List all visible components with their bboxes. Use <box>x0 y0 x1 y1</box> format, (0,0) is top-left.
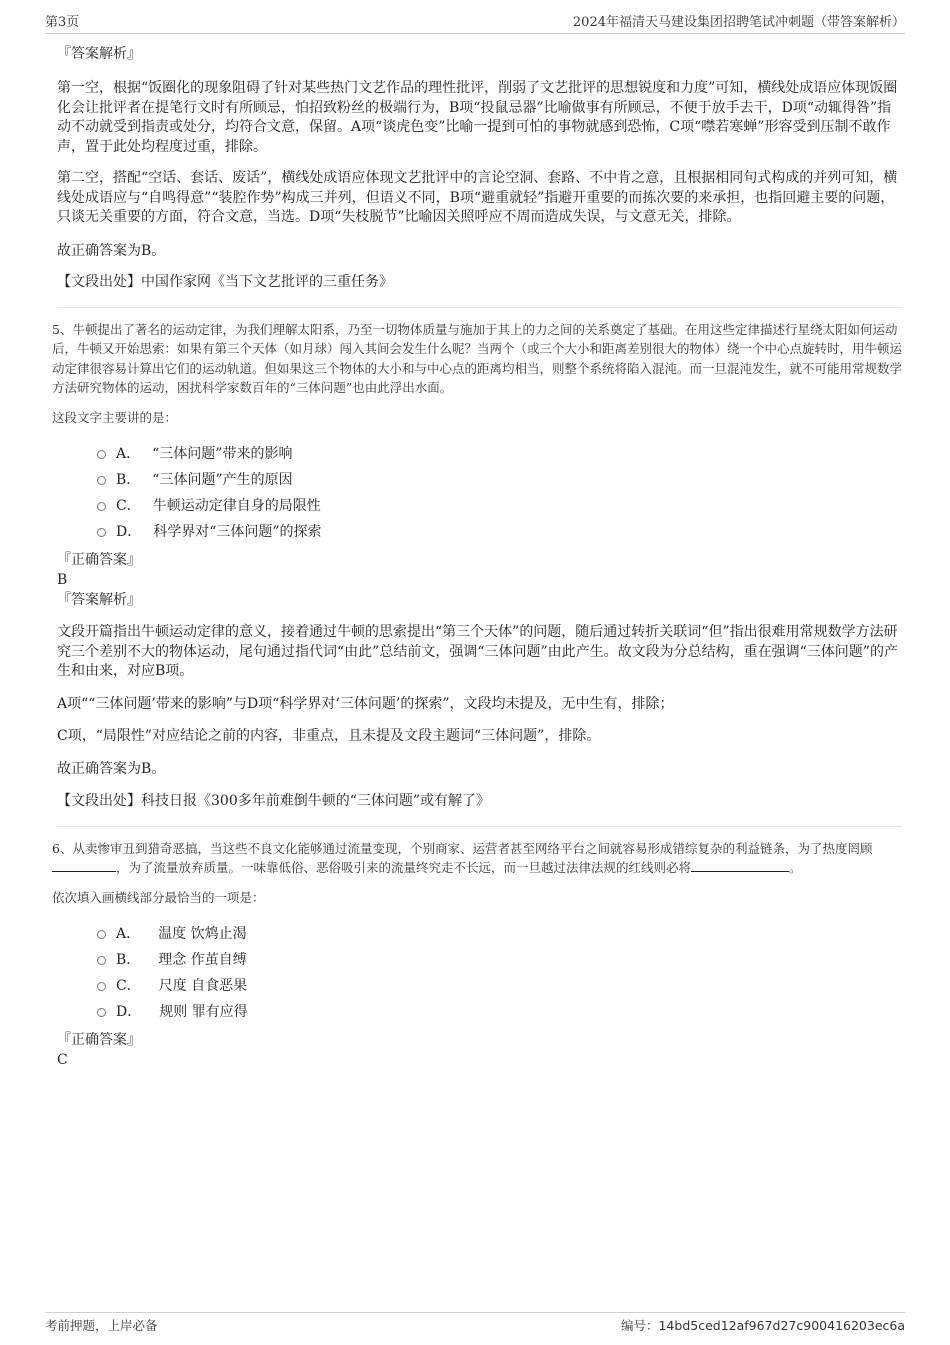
radio-icon[interactable] <box>97 476 106 485</box>
q6-prompt: 依次填入画横线部分最恰当的一项是： <box>52 889 265 905</box>
q5-answer-label: 『正确答案』 <box>57 552 141 568</box>
page-content <box>52 44 903 1070</box>
q5-stem: 5、牛顿提出了著名的运动定律，为我们理解太阳系，乃至一切物体质量与施加于其上的力之间的关系奠定了基础。在用这些定律描述行星绕太阳如何运动后，牛顿又开始思索：如果有第三个天体（如月球）闯入其间会发生什么呢？当两个（或三个大小和距离差别很大的物体）绕一个中心点旋转时，用牛顿运动定律很容易计算出它们的运动轨道。但如果这三个物体的大小和与中心点的距离均相当，则整个系统将陷入混沌。而一旦混沌发生，就不可能用常规数学方法研究物体的运动，困扰科学家数百年的“三体问题”也由此浮出水面。 <box>52 321 903 395</box>
radio-icon[interactable] <box>97 956 106 965</box>
radio-icon[interactable] <box>97 528 106 537</box>
radio-icon[interactable] <box>97 450 106 459</box>
q4-analysis-paragraph-2: 第二空，搭配“空话、套话、废话”，横线处成语应体现文艺批评中的言论空洞、套路、不中肯之意，且根据相同句式构成的并列可知，横线处成语应与“自鸣得意”“装腔作势”构成三并列，但语义不同，B项“避重就轻”指避开重要的而拣次要的来承担，也指回避主要的问题，只谈无关重要的方面，符合文意，当选。D项“失枝脱节”比喻因关照呼应不周而造成失误，与文意无关，排除。 <box>57 170 898 225</box>
q6-stem: 6、从卖惨审丑到猎奇恶搞，当这些不良文化能够通过流量变现，个别商家、运营者甚至网络平台之间就容易形成错综复杂的利益链条，为了热度罔顾，为了流量放弃质量。一味靠低俗、恶俗吸引来的流量终究走不长远，而一旦越过法律法规的红线则必将 。 <box>52 840 873 875</box>
q5-analysis-paragraph-1: 文段开篇指出牛顿运动定律的意义，接着通过牛顿的思索提出“第三个天体”的问题，随后通过转折关联词“但”指出很难用常规数学方法研究三个差别不大的物体运动，尾句通过指代词“由此”总结前文，强调“三体问题”由此产生。故文段为分总结构，重在强调“三体问题”的产生和由来，对应B项。 <box>57 624 898 679</box>
q6-option-a[interactable]: A． 温度 饮鸩止渴 <box>97 920 902 946</box>
q5-source: 【文段出处】科技日报《300多年前难倒牛顿的“三体问题”或有解了》 <box>57 793 491 809</box>
q5-option-c[interactable]: C． 牛顿运动定律自身的局限性 <box>97 492 902 518</box>
q6-options <box>97 920 902 1024</box>
q6-option-c[interactable]: C． 尺度 自食恶果 <box>97 972 902 998</box>
q5-analysis-paragraph-3: C项，“局限性”对应结论之前的内容，非重点，且未提及文段主题词“三体问题”，排除。 <box>57 728 601 744</box>
document-title: 2024年福清天马建设集团招聘笔试冲刺题（带答案解析） <box>572 15 905 30</box>
q5-option-d[interactable]: D． 科学界对“三体问题”的探索 <box>97 518 902 544</box>
radio-icon[interactable] <box>97 982 106 991</box>
q5-options <box>97 440 902 544</box>
q5-prompt: 这段文字主要讲的是： <box>52 409 178 425</box>
divider <box>57 307 902 308</box>
q4-conclusion: 故正确答案为B。 <box>57 242 166 259</box>
q6-answer-label: 『正确答案』 <box>57 1032 141 1048</box>
page-footer <box>45 1312 905 1334</box>
footer-slogan: 考前押题，上岸必备 <box>45 1318 158 1333</box>
divider <box>57 826 902 827</box>
q4-analysis-label: 『答案解析』 <box>57 46 141 62</box>
q5-option-b[interactable]: B． “三体问题”产生的原因 <box>97 466 902 492</box>
radio-icon[interactable] <box>97 1008 106 1017</box>
q5-answer: B <box>57 572 68 588</box>
q5-option-a[interactable]: A． “三体问题”带来的影响 <box>97 440 902 466</box>
q6-option-d[interactable]: D． 规则 罪有应得 <box>97 998 902 1024</box>
q6-answer: C <box>57 1052 68 1068</box>
radio-icon[interactable] <box>97 502 106 511</box>
q5-analysis-paragraph-2: A项““三体问题’带来的影响”与D项“科学界对‘三体问题’的探索”，文段均未提及，无中生有，排除； <box>57 695 674 712</box>
page-header <box>45 10 905 34</box>
radio-icon[interactable] <box>97 930 106 939</box>
q4-source: 【文段出处】中国作家网《当下文艺批评的三重任务》 <box>57 274 393 290</box>
fill-blank-1[interactable] <box>52 859 116 872</box>
fill-blank-2[interactable] <box>691 859 789 872</box>
q4-analysis-paragraph-1: 第一空，根据“饭圈化的现象阻碍了针对某些热门文艺作品的理性批评，削弱了文艺批评的思想锐度和力度”可知，横线处成语应体现饭圈化会让批评者在提笔行文时有所顾忌，怕招致粉丝的极端行为，B项“投鼠忌器”比喻做事有所顾忌，不便于放手去干，D项“动辄得咎”指动不动就受到指责或处分，均符合文意，保留。A项“谈虎色变”比喻一提到可怕的事物就感到恐怖，C项“噤若寒蝉”形容受到压制不敢作声，置于此处均程度过重，排除。 <box>57 80 898 155</box>
q6-option-b[interactable]: B． 理念 作茧自缚 <box>97 946 902 972</box>
q5-analysis-label: 『答案解析』 <box>57 592 141 608</box>
document-code: 编号：14bd5ced12af967d27c900416203ec6a <box>620 1318 905 1333</box>
page-number: 第3页 <box>45 15 80 30</box>
q5-conclusion: 故正确答案为B。 <box>57 760 166 777</box>
